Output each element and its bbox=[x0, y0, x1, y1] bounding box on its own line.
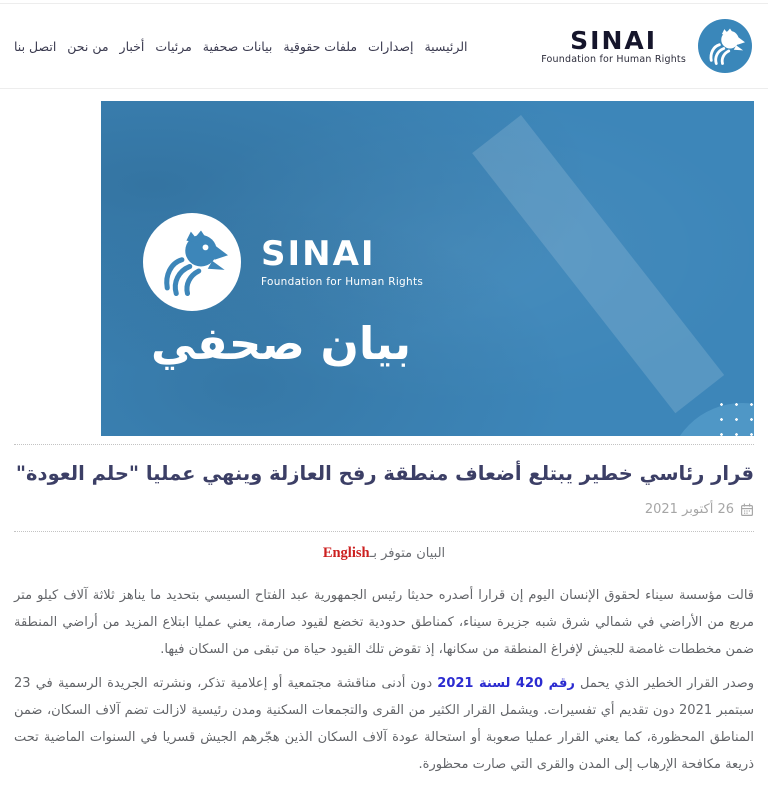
calendar-icon bbox=[740, 503, 754, 517]
article-paragraph-1 bbox=[14, 582, 754, 663]
article-content bbox=[0, 444, 768, 778]
logo-tagline: Foundation for Human Rights bbox=[541, 54, 686, 66]
banner-logo-name: SINAI bbox=[261, 233, 376, 274]
dotted-separator bbox=[14, 531, 754, 532]
banner-light-stripe bbox=[472, 115, 724, 413]
sinai-falcon-icon bbox=[143, 213, 241, 311]
article-title: قرار رئاسي خطير يبتلع أضعاف منطقة رفح العازلة وينهي عمليا "حلم العودة" bbox=[15, 462, 754, 485]
press-release-label: بيان صحفي bbox=[151, 317, 412, 370]
paragraph-text: دون أدنى مناقشة مجتمعية أو إعلامية تذكر، ونشرته الجريدة الرسمية في 23 سبتمبر 2021 دون تقديم أي تفسيرات. ويشمل القرار الكثير من القرى والتجمعات السكنية ومدن رئيسية لازالت تضم آلاف السكان، ضمن المناطق المحظورة، كما يعني القرار عمليا صعوبة أو استحالة عودة آلاف السكان الذين هجّرهم الجيش قسريا في السنوات الماضية تحت ذريعة مكافحة الإرهاب إلى المدن والقرى التي صارت محظورة. bbox=[14, 676, 755, 773]
nav-item-rights-files[interactable]: ملفات حقوقية bbox=[283, 38, 358, 54]
sinai-falcon-icon bbox=[698, 19, 752, 73]
article-main bbox=[0, 101, 768, 778]
nav-item-news[interactable]: أخبار bbox=[119, 38, 145, 54]
logo-wordmark bbox=[541, 27, 686, 66]
nav-item-publications[interactable]: إصدارات bbox=[368, 38, 414, 54]
site-header bbox=[0, 4, 768, 89]
article-paragraph-2 bbox=[14, 670, 754, 778]
english-version-link[interactable]: English bbox=[322, 545, 370, 562]
banner-logo-tagline: Foundation for Human Rights bbox=[261, 276, 424, 289]
nav-item-about[interactable]: من نحن bbox=[67, 38, 109, 54]
logo-name: SINAI bbox=[570, 25, 658, 55]
paragraph-text: وصدر القرار الخطير الذي يحمل bbox=[574, 676, 754, 692]
banner-dots-decoration bbox=[714, 397, 754, 436]
press-release-banner-image bbox=[101, 101, 754, 436]
article-date: 26 أكتوبر 2021 bbox=[644, 502, 734, 518]
article-date-row bbox=[14, 502, 754, 517]
dotted-separator bbox=[14, 444, 754, 445]
nav-item-contact[interactable]: اتصل بنا bbox=[14, 38, 57, 54]
decree-420-link[interactable]: رقم 420 لسنة 2021 bbox=[437, 676, 575, 692]
main-nav bbox=[14, 39, 468, 54]
page bbox=[0, 3, 768, 810]
availability-prefix: البيان متوفر بـ bbox=[369, 546, 446, 562]
nav-item-visuals[interactable]: مرئيات bbox=[155, 38, 192, 54]
nav-item-home[interactable]: الرئيسية bbox=[424, 38, 468, 54]
site-logo[interactable] bbox=[541, 19, 752, 73]
banner-logo bbox=[143, 213, 423, 311]
nav-item-press-statements[interactable]: بيانات صحفية bbox=[202, 38, 273, 54]
availability-line bbox=[14, 545, 754, 562]
paragraph-text: قالت مؤسسة سيناء لحقوق الإنسان اليوم إن قرارا أصدره حديثا رئيس الجمهورية عبد الفتاح السيسي بتحديد ما يناهز ثلاثة آلاف كيلو متر مربع من الأراضي في شمالي شرق شبه جزيرة سيناء، كمناطق حدودية تخضع لقيود صارمة، يعني عمليا ابتلاع المزيد من أراضي المنطقة ضمن مخططات غامضة للجيش لإفراغ المنطقة من سكانها، إذ تقوض تلك القيود حياة من تبقى من السكان فيها. bbox=[14, 588, 754, 658]
